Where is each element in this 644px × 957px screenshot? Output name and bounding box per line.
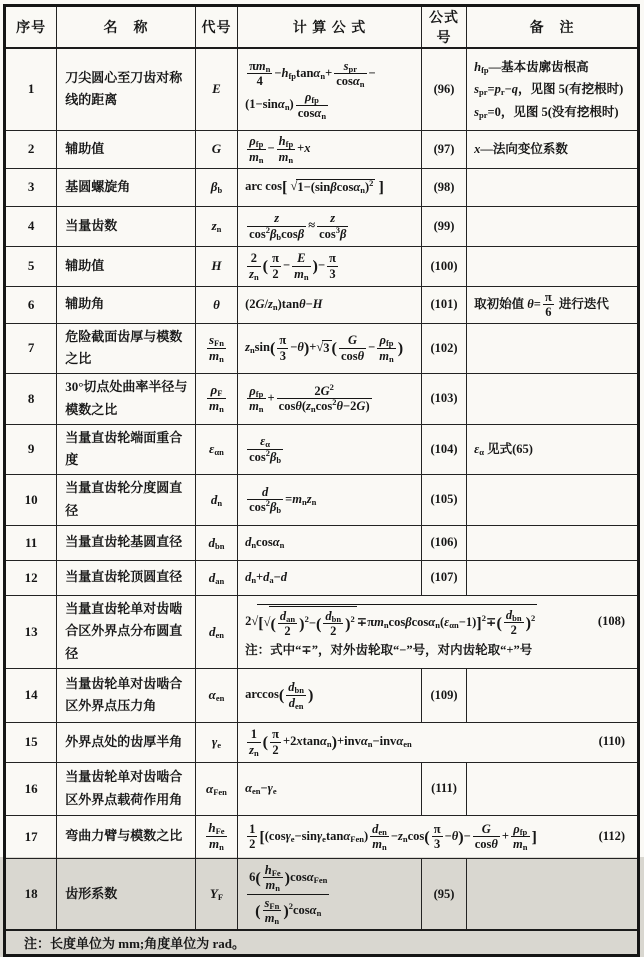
row-formula: $\frac{d}{\cos^2\beta_b}$ $=m_nz_n$	[238, 475, 422, 526]
row-remark: 取初始值 θ= $\frac{\pi}{6}$ 进行迭代	[467, 286, 639, 323]
row-name: 当量直齿轮分度圆直径	[57, 475, 196, 526]
row-remark	[467, 475, 639, 526]
row-number: 3	[5, 168, 57, 206]
table-row	[5, 323, 639, 374]
row-symbol: $\frac{\rho_F}{m_n}$	[195, 374, 237, 425]
table-row	[5, 858, 639, 930]
row-formula: $d_n\cos\alpha_n$	[238, 525, 422, 560]
row-name: 当量齿轮单对齿啮合区外界点压力角	[57, 668, 196, 722]
header-col-name: 名 称	[57, 6, 196, 49]
row-formula: $\frac{\varepsilon_\alpha}{\cos^2\beta_b}$	[238, 424, 422, 475]
table-row	[5, 206, 639, 246]
row-symbol: $\gamma_e$	[195, 722, 237, 762]
table-row	[5, 722, 639, 762]
row-number: 13	[5, 595, 57, 668]
row-remark	[467, 246, 639, 286]
row-number: 7	[5, 323, 57, 374]
row-formula: arccos( $d_{bn}$ $d_{en}$ )	[238, 668, 422, 722]
row-remark: x—法向变位系数	[467, 130, 639, 168]
formula-number: (106)	[421, 525, 466, 560]
table-row	[5, 168, 639, 206]
formula-number: (100)	[421, 246, 466, 286]
formula-number: (103)	[421, 374, 466, 425]
row-symbol: $\varepsilon_{\alpha n}$	[195, 424, 237, 475]
table-row	[5, 286, 639, 323]
table-row	[5, 762, 639, 815]
row-remark	[467, 762, 639, 815]
table-row	[5, 668, 639, 722]
header-row	[5, 6, 639, 49]
formula-expression: 2√[√( $d_{an}$ 2 )$^2$−( $d_{bn}$ 2 )$^2 \mp\pi m_n\cos\beta\cos\alpha_n(\varepsilon_{\alpha n}-1)]^2\mp$( $d_{bn}$ 2 )$^2$	[245, 604, 598, 640]
formula-number: (99)	[421, 206, 466, 246]
row-number: 6	[5, 286, 57, 323]
formula-number: (102)	[421, 323, 466, 374]
row-name: 刀尖圆心至刀齿对称线的距离	[57, 48, 196, 130]
formula-number: (107)	[421, 560, 466, 595]
row-name: 30°切点处曲率半径与模数之比	[57, 374, 196, 425]
row-remark	[467, 560, 639, 595]
formula-number: (111)	[421, 762, 466, 815]
row-number: 1	[5, 48, 57, 130]
row-name: 辅助值	[57, 130, 196, 168]
row-formula: $\pi m_n$ 4 $-h_{fp}\tan\alpha_n+$ $s_{pr}$ cosα$_n$ − (1−sinα$_n$) $\rho_{fp}$ cosα$_n$	[238, 48, 422, 130]
gear-formula-table	[3, 4, 640, 957]
header-col-formula: 计 算 公 式	[238, 6, 422, 49]
row-symbol: $\alpha_{Fen}$	[195, 762, 237, 815]
row-remark	[467, 168, 639, 206]
row-symbol: $d_{bn}$	[195, 525, 237, 560]
row-remark	[467, 374, 639, 425]
formula-expression: $\frac{1}{2}$ [(cosγ$_e$−sinγ$_e$tanα$_{Fen}$) $d_{en}$ $m_n$ $-z_n\cos$( $\frac{\pi}{3}$ −θ)− $\frac{G}{\cos\theta}$ + $\rho_{fp}$ $m_n$ ]	[249, 821, 537, 853]
table-row	[5, 424, 639, 475]
header-col-remark: 备 注	[467, 6, 639, 49]
row-formula: $z_n\sin$( $\frac{\pi}{3}$ −θ)+√3 ( $\frac{G}{\cos\theta}$ − $\rho_{fp}$ $m_n$ )	[238, 323, 422, 374]
table-row	[5, 475, 639, 526]
formula-number: (108)	[597, 614, 625, 628]
formula-number: (105)	[421, 475, 466, 526]
row-formula-merged	[238, 722, 639, 762]
table-row	[5, 595, 639, 668]
formula-number: (104)	[421, 424, 466, 475]
row-symbol: θ	[195, 286, 237, 323]
row-formula-merged	[238, 595, 639, 668]
row-number: 11	[5, 525, 57, 560]
row-name: 当量齿数	[57, 206, 196, 246]
row-number: 10	[5, 475, 57, 526]
formula-expression: $\frac{1}{z_n}$ ( $\frac{\pi}{2}$ +2xtanα$_n$)+invα$_n$−invα$_{en}$	[249, 727, 412, 758]
row-name: 当量直齿轮端面重合度	[57, 424, 196, 475]
table-row	[5, 246, 639, 286]
row-remark	[467, 206, 639, 246]
table-row	[5, 130, 639, 168]
formula-note: 注：式中“∓”，对外齿轮取“−”号，对内齿轮取“+”号	[245, 642, 533, 657]
row-formula: $\alpha_{en}-\gamma_e$	[238, 762, 422, 815]
formula-number: (96)	[421, 48, 466, 130]
row-name: 辅助值	[57, 246, 196, 286]
row-symbol: $\beta_b$	[195, 168, 237, 206]
row-formula: $(2G/z_n)\tan\theta-H$	[238, 286, 422, 323]
footnote-row	[5, 930, 639, 956]
header-col-no: 序号	[5, 6, 57, 49]
row-number: 5	[5, 246, 57, 286]
row-number: 14	[5, 668, 57, 722]
row-remark: $h_{fp}—$基本齿廓齿根高 $s_{pr}=p_r-q$，见图 5(有挖根时) $s_{pr}=0$，见图 5(没有挖根时)	[467, 48, 639, 130]
header-col-symbol: 代号	[195, 6, 237, 49]
formula-number: (97)	[421, 130, 466, 168]
table-row	[5, 48, 639, 130]
row-name: 当量齿轮单对齿啮合区外界点载荷作用角	[57, 762, 196, 815]
table-body	[5, 48, 639, 930]
row-symbol: $\alpha_{en}$	[195, 668, 237, 722]
row-number: 9	[5, 424, 57, 475]
table-row	[5, 560, 639, 595]
formula-number: (95)	[421, 858, 466, 930]
row-remark	[467, 858, 639, 930]
row-name: 当量直齿轮顶圆直径	[57, 560, 196, 595]
row-formula: 6( $h_{Fe}$ $m_n$ )cosα$_{Fen}$ ( $s_{Fn}$ $m_n$ )$^2$cosα$_n$	[238, 858, 422, 930]
units-footnote: 注：长度单位为 mm;角度单位为 rad。	[5, 930, 639, 956]
formula-number: (101)	[421, 286, 466, 323]
row-remark	[467, 668, 639, 722]
table-row	[5, 374, 639, 425]
row-number: 4	[5, 206, 57, 246]
row-symbol: G	[195, 130, 237, 168]
row-name: 外界点处的齿厚半角	[57, 722, 196, 762]
row-name: 弯曲力臂与模数之比	[57, 815, 196, 858]
row-number: 17	[5, 815, 57, 858]
row-name: 齿形系数	[57, 858, 196, 930]
row-name: 当量直齿轮基圆直径	[57, 525, 196, 560]
row-number: 18	[5, 858, 57, 930]
row-formula: $\rho_{fp}$ $m_n$ − $h_{fp}$ $m_n$ +x	[238, 130, 422, 168]
row-symbol: $z_n$	[195, 206, 237, 246]
row-number: 12	[5, 560, 57, 595]
row-symbol: H	[195, 246, 237, 286]
row-formula: $d_n+d_a-d$	[238, 560, 422, 595]
formula-number: (112)	[598, 828, 625, 843]
table-header	[5, 6, 639, 49]
formula-number: (110)	[598, 734, 625, 749]
row-name: 当量直齿轮单对齿啮合区外界点分布圆直径	[57, 595, 196, 668]
row-symbol: $Y_F$	[195, 858, 237, 930]
row-remark: $\varepsilon_\alpha$ 见式(65)	[467, 424, 639, 475]
row-formula: $\frac{2}{z_n}$ ( $\frac{\pi}{2}$ − $\frac{E}{m_n}$ )− $\frac{\pi}{3}$	[238, 246, 422, 286]
row-formula-merged	[238, 815, 639, 858]
row-symbol: $d_{en}$	[195, 595, 237, 668]
row-name: 基圆螺旋角	[57, 168, 196, 206]
row-remark	[467, 323, 639, 374]
row-symbol: $s_{Fn}$ $m_n$	[195, 323, 237, 374]
row-name: 危险截面齿厚与模数之比	[57, 323, 196, 374]
row-formula: arc cos[ $√1-(\sin\beta\cos\alpha_n)^2$ ]	[238, 168, 422, 206]
row-symbol: $d_{an}$	[195, 560, 237, 595]
table-row	[5, 815, 639, 858]
row-number: 2	[5, 130, 57, 168]
row-formula: $\rho_{fp}$ $m_n$ + $\frac{2G^2}{\cos\theta(z_n\cos^2\theta-2G)}$	[238, 374, 422, 425]
row-symbol: E	[195, 48, 237, 130]
table-row	[5, 525, 639, 560]
row-symbol: $h_{Fe}$ $m_n$	[195, 815, 237, 858]
row-number: 15	[5, 722, 57, 762]
row-symbol: $d_n$	[195, 475, 237, 526]
row-number: 8	[5, 374, 57, 425]
formula-number: (98)	[421, 168, 466, 206]
row-name: 辅助角	[57, 286, 196, 323]
row-number: 16	[5, 762, 57, 815]
row-formula: $\frac{z}{\cos^2\beta_b\cos\beta}$ ≈ $\frac{z}{\cos^3\beta}$	[238, 206, 422, 246]
header-col-formula-no: 公式号	[421, 6, 466, 49]
row-remark	[467, 525, 639, 560]
formula-number: (109)	[421, 668, 466, 722]
